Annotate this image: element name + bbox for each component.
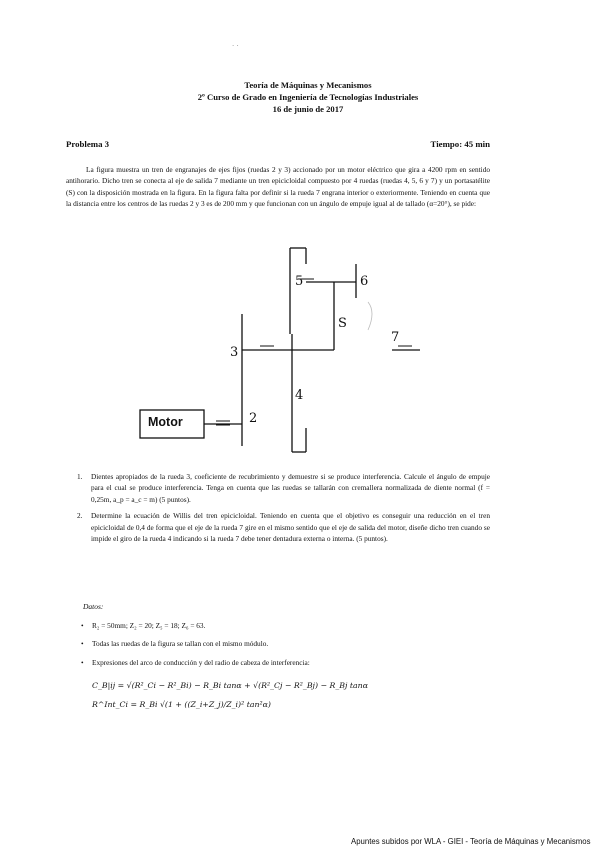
motor-label: Motor xyxy=(148,415,183,429)
gear-5-label: 5 xyxy=(295,274,304,289)
carrier-s-label: S xyxy=(338,316,347,331)
bullet-dot-icon: • xyxy=(81,639,84,649)
problem-time: Tiempo: 45 min xyxy=(430,139,490,149)
gear-train-figure xyxy=(120,240,440,462)
formula-interference-radius: R^Int_Ci = R_Bi √(1 + ((Z_i+Z_j)/Z_i)² tan²α) xyxy=(92,700,271,709)
gear-6-label: 6 xyxy=(360,274,369,289)
gear-7-label: 7 xyxy=(391,330,400,345)
data-bullets xyxy=(80,620,500,675)
page-footer: Apuntes subidos por WLA - GIEI - Teoría de Máquinas y Mecanismos xyxy=(351,837,591,846)
gear-4-label: 4 xyxy=(295,388,304,403)
problem-statement: La figura muestra un tren de engranajes de ejes fijos (ruedas 2 y 3) accionado por un motor eléctrico que gira a 4200 rpm en sentido antihorario. Dicho tren se conecta al eje de salida 7 mediante un tren epicicloidal compuesto por 4 ruedas (ruedas 4, 5, 6 y 7) y un portasatélite (S) con la disposición mostrada en la figura. En la figura falta por definir si la rueda 7 engrana interior o exteriormente. Teniendo en cuenta que la distancia entre los centros de las ruedas 2 y 3 es de 200 mm y que funcionan con un ángulo de empuje igual al de tallado (α=20°), se pide: xyxy=(66,165,490,209)
question-item xyxy=(77,471,490,505)
bullet-item xyxy=(80,638,500,649)
question-number: 1. xyxy=(77,472,83,481)
document-header xyxy=(0,79,616,115)
bullet-dot-icon: • xyxy=(81,621,84,630)
bullet-text: Todas las ruedas de la figura se tallan con el mismo módulo. xyxy=(92,639,269,649)
scan-mark: · · xyxy=(232,42,239,50)
datos-label: Datos: xyxy=(83,602,104,611)
question-number: 2. xyxy=(77,511,83,521)
bullet-text: R₂ = 50mm; Z₂ = 20; Z₅ = 18; Z₆ = 63. xyxy=(92,621,206,630)
problem-row xyxy=(66,139,490,149)
formula-arc-conduction: C_B|ij = √(R²_Ci − R²_Bi) − R_Bi tanα + √(R²_Cj − R²_Bj) − R_Bj tanα xyxy=(92,681,368,690)
course-subtitle: 2º Curso de Grado en Ingeniería de Tecnologías Industriales xyxy=(197,92,419,102)
question-text: Dientes apropiados de la rueda 3, coeficiente de recubrimiento y demuestre si se produce interferencia. Calcule el ángulo de empuje para el cual se produce interferencia. Tenga en cuenta que las ruedas se tallarán con cremallera normalizada de diente normal (f = 0,25m, a_p = a_c = m) (5 puntos). xyxy=(91,472,490,504)
question-text: Determine la ecuación de Willis del tren epicicloidal. Teniendo en cuenta que el objetivo es conseguir una reducción en el tren epicicloidal de 0,4 de forma que el eje de la rueda 7 gire en el mismo sentido que el eje de salida del motor, diseñe dicho tren cuando se impide el giro de la rueda 4 indicando si la rueda 7 debe tener dentadura externa o interna. (5 puntos). xyxy=(91,511,490,544)
question-list xyxy=(77,471,490,549)
gear-2-label: 2 xyxy=(249,411,258,426)
course-title: Teoría de Máquinas y Mecanismos xyxy=(244,80,372,90)
bullet-item xyxy=(80,657,500,668)
bullet-text: Expresiones del arco de conducción y del radio de cabeza de interferencia: xyxy=(92,657,310,667)
problem-title: Problema 3 xyxy=(66,139,110,149)
question-item xyxy=(77,510,490,544)
exam-date: 16 de junio de 2017 xyxy=(272,104,344,114)
bullet-item xyxy=(80,620,500,631)
bullet-dot-icon: • xyxy=(81,657,84,667)
gear-3-label: 3 xyxy=(230,345,239,360)
